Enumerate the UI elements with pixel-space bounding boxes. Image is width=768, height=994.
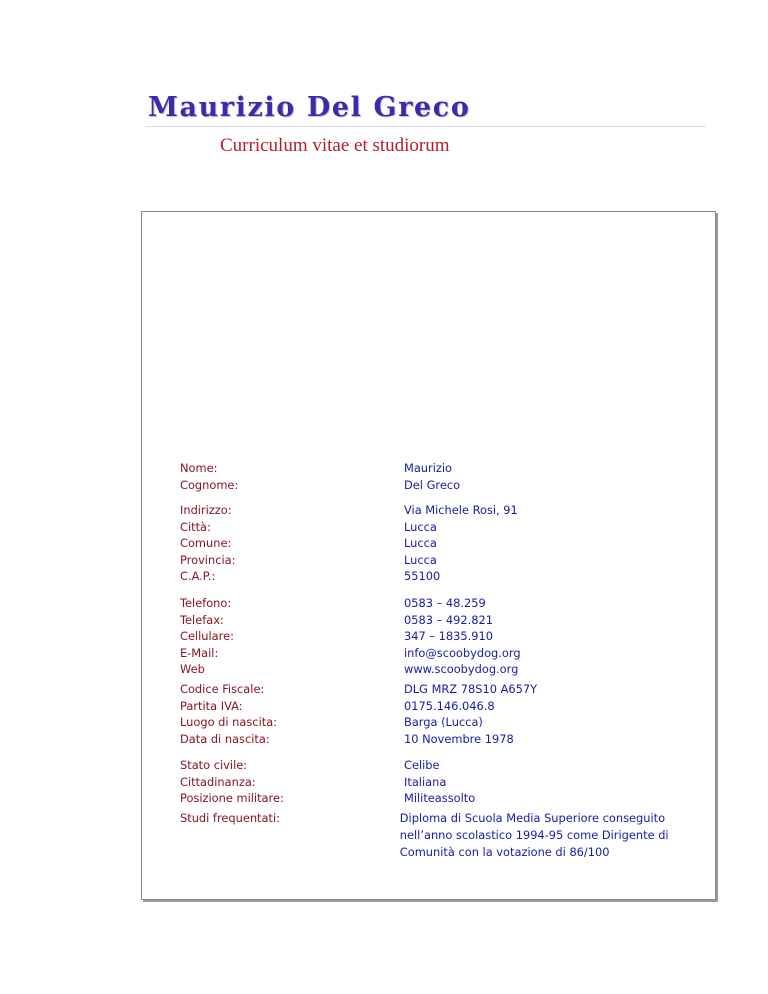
info-group-contacts [180,595,700,678]
studies-description: Diploma di Scuola Media Superiore conseguito nell’anno scolastico 1994-95 come Dirigente di Comunità con la votazione di 86/100 [399,811,669,859]
info-group-studies [180,810,700,860]
info-row [180,612,700,629]
web-value: www.scoobydog.org [404,662,519,677]
info-row [180,535,700,552]
info-group-civil [180,757,700,807]
field-label: Codice Fiscale: [180,682,265,696]
info-row [180,714,700,731]
info-row [180,477,700,494]
field-label: Cittadinanza: [180,774,256,789]
info-row [180,731,700,748]
field-value: Del Greco [404,477,461,492]
info-row [180,595,700,612]
field-label: Telefax: [180,612,224,627]
field-label: Web [180,662,205,677]
field-label: Stato civile: [180,758,248,772]
info-group-name [180,460,700,493]
info-row [180,790,700,807]
field-label: E-Mail: [180,645,219,660]
info-row [180,681,700,698]
field-value: 55100 [404,569,441,584]
field-value: Lucca [404,519,437,534]
field-value: 0583 – 492.821 [404,612,494,627]
field-value: 0175.146.046.8 [404,698,495,713]
field-label: Nome: [180,461,218,475]
info-group-fiscal [180,681,700,747]
info-row [180,502,700,519]
field-label: Città: [180,519,211,534]
info-row [180,757,700,774]
info-row [180,698,700,715]
field-label: Data di nascita: [180,731,270,746]
info-row [180,628,700,645]
field-label: Posizione militare: [180,791,284,806]
email-value: info@scoobydog.org [404,645,521,660]
field-label: Indirizzo: [180,503,232,517]
field-value: 0583 – 48.259 [404,596,486,610]
personal-info-box [141,211,716,900]
info-row [180,552,700,569]
field-value: Celibe [404,758,440,772]
info-row [180,519,700,536]
info-row [180,460,700,477]
cv-name-title: Maurizio Del Greco [148,92,471,123]
field-value: Barga (Lucca) [404,715,483,730]
cv-subtitle: Curriculum vitae et studiorum [220,135,450,156]
info-row [180,774,700,791]
field-value: DLG MRZ 78S10 A657Y [404,682,538,696]
field-label: Luogo di nascita: [180,715,278,730]
field-value: Maurizio [404,461,452,475]
field-label: C.A.P.: [180,569,216,584]
field-label: Comune: [180,536,232,551]
info-row [180,661,700,678]
field-value: Militeassolto [404,791,476,806]
info-row [180,645,700,662]
field-value: 10 Novembre 1978 [404,731,514,746]
field-label: Cognome: [180,477,239,492]
field-label: Provincia: [180,552,236,567]
info-group-address [180,502,700,585]
field-label: Cellulare: [180,629,234,644]
info-row [180,568,700,585]
field-label: Telefono: [180,596,232,610]
field-label: Studi frequentati: [180,811,280,825]
field-value: 347 – 1835.910 [404,629,494,644]
field-value: Lucca [404,536,437,551]
title-underline [146,126,706,127]
field-value: Via Michele Rosi, 91 [404,503,518,517]
field-label: Partita IVA: [180,698,243,713]
field-value: Italiana [404,774,447,789]
field-value: Lucca [404,552,437,567]
info-row [180,810,700,860]
